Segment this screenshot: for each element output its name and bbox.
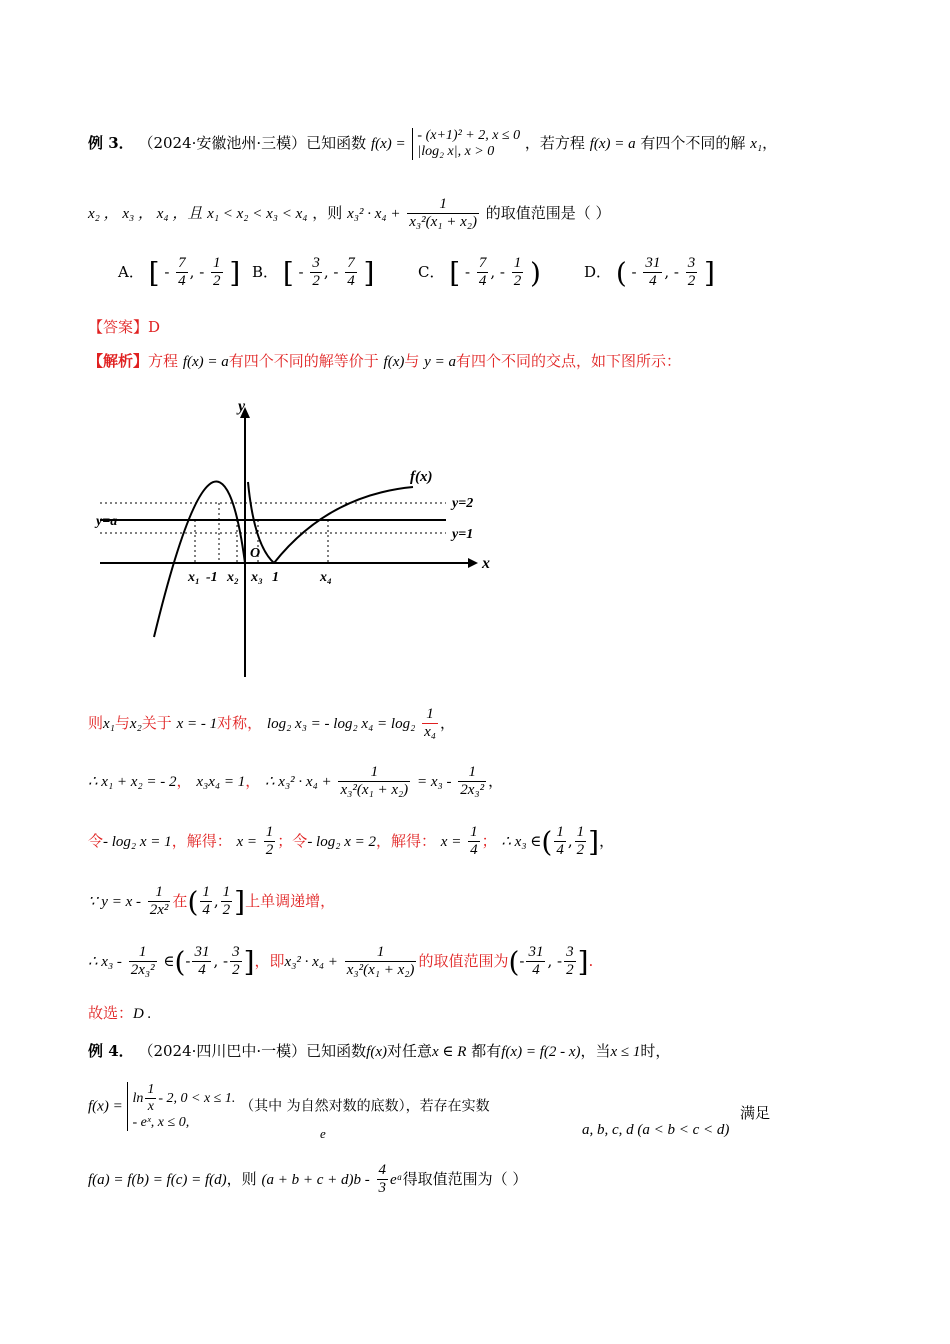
ex3-label: 例 3． xyxy=(88,134,134,152)
ex3-expr-num: 1 xyxy=(439,196,447,212)
sol3-frac-a xyxy=(554,824,566,860)
option-c-n1: 7 xyxy=(478,255,487,271)
sol4-c: 上单调递增， xyxy=(245,891,336,910)
tick-x2: x₂ xyxy=(227,570,239,585)
option-b-rb: ] xyxy=(363,256,375,290)
sol5-rb: ] xyxy=(243,945,255,979)
sol1-b: 与 xyxy=(114,713,130,732)
sol5-a: ∴ x₃ - xyxy=(88,953,122,970)
line-y1-label: y=1 xyxy=(452,527,474,542)
sol-line3 xyxy=(88,824,614,860)
sol5-m1n: 31 xyxy=(528,944,544,960)
ex3-piecewise xyxy=(412,128,520,160)
sol3-jd1: 4 xyxy=(556,842,564,859)
sol5-lb2: ( xyxy=(508,945,520,979)
sol5-end: . xyxy=(588,951,594,970)
function-graph xyxy=(88,385,508,685)
option-c-n2: 1 xyxy=(513,255,522,271)
sol3-c: ，解得： xyxy=(171,831,232,850)
ex4-expr-d: 3 xyxy=(378,1180,386,1197)
sol5-frac-b xyxy=(230,944,242,980)
analysis-y: y = a xyxy=(424,354,456,370)
option-c-lb: [ xyxy=(449,256,461,290)
option-a-d2: 2 xyxy=(213,273,221,290)
analysis-text-3: 与 xyxy=(404,352,420,370)
sol2-a: ∴ x₁ + x₂ = - 2 xyxy=(88,773,177,790)
sol3-frac-quarter xyxy=(468,824,480,860)
sol5-frac-a xyxy=(192,944,211,980)
sol2-c: x₃x₄ = 1 xyxy=(196,773,246,790)
sol2-f: = x₃ - xyxy=(416,773,452,790)
sol5-n1: 31 xyxy=(194,944,210,960)
ex3-x-list: x₂ ， x₃ ， x₄ ，且 xyxy=(88,205,203,222)
sol3-f: - log₂ x = 2 xyxy=(307,833,376,850)
analysis-label: 【解析】 xyxy=(88,352,149,370)
sol3-rb: ] xyxy=(588,825,600,859)
option-a-d1: 4 xyxy=(178,273,186,290)
sol4-frac-a xyxy=(200,884,212,920)
sol5-d1: 4 xyxy=(192,961,211,979)
curve-log-right xyxy=(274,487,413,563)
sol5-frac-expr xyxy=(345,944,417,980)
ex4-e: e xyxy=(320,1126,326,1141)
option-b[interactable]: B． [ - $\frac{3}{2}$ , - $\frac{7}{4}$ ] xyxy=(252,255,375,290)
sol4-b: 在 xyxy=(172,891,188,910)
y-axis-label: y xyxy=(238,398,246,415)
sol1-log: log₂ x₃ = - log₂ x₄ = log₂ xyxy=(266,715,416,732)
sol5-c: 的取值范围为 xyxy=(418,951,509,970)
sol3-dn: 1 xyxy=(265,824,274,840)
sol2-frac2 xyxy=(458,764,486,800)
sol1-x1: x₁ xyxy=(103,715,115,732)
sol1-frac xyxy=(422,706,438,742)
ex4-p1-d: x xyxy=(145,1098,156,1115)
sol4-frac-b xyxy=(221,884,233,920)
sol3-jd2: 2 xyxy=(576,842,585,859)
ex4-expr-tail: eᵃ xyxy=(390,1171,403,1188)
sol2-gd: 2x₃² xyxy=(460,782,485,799)
option-d-d2: 2 xyxy=(687,273,696,290)
sol-line2 xyxy=(88,764,503,800)
sol5-frac-d xyxy=(564,944,576,980)
option-d-key: D． xyxy=(584,262,612,281)
sol1-c: 关于 xyxy=(141,713,172,732)
option-d-n2: 3 xyxy=(687,255,696,271)
ex4-satisfy: 满足 xyxy=(740,1104,771,1122)
line-ya-label: y=a xyxy=(96,514,118,529)
option-b-d2: 4 xyxy=(347,273,355,290)
ex4-p1-n: 1 xyxy=(147,1082,155,1097)
tick-neg1: -1 xyxy=(206,570,218,585)
sol1-frac-d: x₄ xyxy=(424,724,436,741)
x-axis-label: x xyxy=(482,555,490,572)
sol-line4 xyxy=(88,884,335,920)
sol4-frac xyxy=(148,884,171,920)
ex4-p1-lead: ln xyxy=(132,1090,144,1106)
sol3-jn1: 1 xyxy=(556,824,564,840)
sol3-h: x = xyxy=(440,833,462,850)
sol5-comma: , - xyxy=(213,951,229,970)
ex4-eq2: f(a) = f(b) = f(c) = f(d) xyxy=(88,1171,227,1188)
curve-parabola xyxy=(154,482,245,637)
option-c-d1: 4 xyxy=(478,273,487,290)
sol5-rb2: ] xyxy=(577,945,589,979)
option-a-n1: 7 xyxy=(178,255,186,271)
sol3-j: ∴ x₃ ∈ xyxy=(501,833,542,850)
sol3-lb: ( xyxy=(541,825,553,859)
option-b-n2: 7 xyxy=(347,255,355,271)
tick-1: 1 xyxy=(272,570,279,585)
analysis-eq: f(x) = a xyxy=(182,354,229,370)
ex3-line1: 例 3． （2024·安徽池州·三模）已知函数 f(x) = - (x+1)² + 2, x ≤ 0 |log₂ x|, x > 0 ，若方程 f(x) = a 有四个不同的解 x₁， xyxy=(88,128,778,159)
sol5-m2n: 3 xyxy=(566,944,574,960)
sol5-fn: 1 xyxy=(376,944,385,960)
sol4-rb: ] xyxy=(234,885,246,919)
ex4-fx: f(x) xyxy=(366,1044,387,1060)
sol2-end: ， xyxy=(488,771,504,790)
sol3-a: 令 xyxy=(88,831,104,850)
sol5-n: 1 xyxy=(138,944,147,960)
sol1-sym: x = - 1 xyxy=(176,715,218,732)
sol4-d: 2x² xyxy=(149,902,169,919)
analysis-fx: f(x) xyxy=(383,354,405,370)
sol5-m1d: 4 xyxy=(526,961,545,979)
sol3-jn2: 1 xyxy=(576,824,585,840)
option-d-lb: ( xyxy=(615,256,627,290)
answer: 【答案】D xyxy=(88,318,161,336)
sol1-frac-n: 1 xyxy=(426,706,434,722)
ex4-p1-tail: - 2, 0 < x ≤ 1. xyxy=(158,1090,236,1106)
option-d[interactable]: D． ( - $\frac{31}{4}$ , - $\frac{3}{2}$ ] xyxy=(584,255,715,290)
line-y2-label: y=2 xyxy=(452,496,474,511)
option-a-lb: [ xyxy=(148,256,160,290)
sol3-comma: , xyxy=(567,831,573,850)
ex3-ineq: x₁ < x₂ < x₃ < x₄ xyxy=(207,205,308,222)
sol5-d2: 2 xyxy=(232,962,240,979)
ex4-piecewise xyxy=(127,1082,235,1131)
ex4-then: ，则 xyxy=(226,1169,257,1188)
option-c-key: C． xyxy=(418,262,445,281)
choose-label: 故选： xyxy=(88,1004,134,1022)
option-b-n1: 3 xyxy=(312,255,320,271)
option-c-d2: 2 xyxy=(513,273,522,290)
ex4-fdef: f(x) = xyxy=(88,1098,123,1115)
ex3-eq: f(x) = a xyxy=(589,136,636,152)
ex4-line3 xyxy=(88,1162,527,1198)
sol5-eq: ∈ xyxy=(163,951,175,970)
option-d-d1: 4 xyxy=(643,272,662,290)
ex3-piece2: |log₂ x|, x > 0 xyxy=(417,144,495,159)
ex4-eq: f(x) = f(2 - x) xyxy=(501,1044,581,1060)
sol2-fn: 1 xyxy=(370,764,379,780)
sol3-dd: 2 xyxy=(265,842,274,859)
option-a-n2: 1 xyxy=(213,255,221,271)
choose-answer: D . xyxy=(133,1006,152,1022)
sol1-a: 则 xyxy=(88,713,104,732)
option-a-rb: ] xyxy=(229,256,241,290)
ex3-then: ，则 xyxy=(312,203,343,222)
curve-label: f(x) xyxy=(410,469,433,485)
ex4-expr-n: 4 xyxy=(378,1162,386,1178)
ex4-label: 例 4． xyxy=(88,1042,134,1060)
sol3-frac-b xyxy=(575,824,587,860)
ex3-expr-frac xyxy=(407,196,479,232)
option-b-lb: [ xyxy=(282,256,294,290)
ex3-cond1: ，若方程 xyxy=(524,134,585,152)
sol3-g: ，解得： xyxy=(375,831,436,850)
analysis-text-4: 有四个不同的交点，如下图所示： xyxy=(455,352,681,370)
sol5-m2d: 2 xyxy=(566,962,574,979)
sol2-gn: 1 xyxy=(468,764,476,780)
option-d-rb: ] xyxy=(704,256,715,290)
sol1-end: ， xyxy=(439,713,455,732)
sol1-x2: x₂ xyxy=(129,715,142,732)
sol4-n1: 1 xyxy=(202,884,210,900)
sol3-i: ； xyxy=(481,831,497,850)
sol3-e: ；令 xyxy=(277,831,308,850)
ex3-tail: 的取值范围是（ ） xyxy=(485,203,611,222)
ex3-source: （2024·安徽池州·三模）已知函数 xyxy=(138,134,367,152)
sol4-n2: 1 xyxy=(222,884,231,900)
sol3-d: x = xyxy=(236,833,258,850)
sol4-comma: , xyxy=(213,891,219,910)
ex4-source: （2024·四川巴中·一模）已知函数 xyxy=(138,1042,367,1060)
ex4-note: （其中 为自然对数的底数），若存在实数 xyxy=(240,1098,490,1115)
ex4-t4: 时， xyxy=(640,1042,671,1060)
sol5-comma2: , - xyxy=(547,951,563,970)
analysis-text-2: 有四个不同的解等价于 xyxy=(228,352,379,370)
ex3-x1: x₁ xyxy=(750,136,763,152)
sol3-hn: 1 xyxy=(470,824,478,840)
ex4-vars: a, b, c, d (a < b < c < d) xyxy=(582,1122,730,1138)
ex4-line2 xyxy=(88,1082,771,1141)
ex4-t1: 对任意 xyxy=(387,1042,433,1060)
sol5-d: 2x₃² xyxy=(130,962,155,979)
option-b-key: B． xyxy=(252,262,279,281)
option-a-key: A． xyxy=(118,262,144,281)
tick-x1: x₁ xyxy=(188,570,200,585)
tick-x3: x₃ xyxy=(251,570,263,585)
sol3-frac-half xyxy=(264,824,276,860)
sol5-frac xyxy=(129,944,157,980)
sol2-fd: x₃²(x₁ + x₂) xyxy=(340,782,409,799)
ex3-cond2: 有四个不同的解 xyxy=(640,134,746,152)
analysis-line xyxy=(88,350,681,371)
ex4-t3: ，当 xyxy=(580,1042,611,1060)
sol3-hd: 4 xyxy=(470,842,478,859)
sol5-b: ，即 xyxy=(254,951,285,970)
choose-line xyxy=(88,1002,151,1023)
ex4-ask: 得取值范围为（ ） xyxy=(402,1169,528,1188)
sol1-d: 对称， xyxy=(217,713,263,732)
sol5-frac-c xyxy=(526,944,545,980)
origin-label: O xyxy=(250,546,261,561)
sol2-e: ∴ x₃² · x₄ + xyxy=(265,773,332,790)
sol2-frac1 xyxy=(338,764,410,800)
ex3-piece1: - (x+1)² + 2, x ≤ 0 xyxy=(417,128,521,143)
option-c-rb: ) xyxy=(529,256,541,290)
sol4-d1: 4 xyxy=(202,902,210,919)
sol3-end: ， xyxy=(599,831,615,850)
sol-line1 xyxy=(88,706,455,742)
ex4-cond: x ∈ R xyxy=(432,1044,467,1060)
ex4-piece1 xyxy=(132,1082,235,1115)
option-a[interactable]: A． [ - $\frac{7}{4}$ , - $\frac{1}{2}$ ] xyxy=(118,255,241,290)
ex4-expr: (a + b + c + d)b - xyxy=(261,1171,370,1188)
analysis-text-1: 方程 xyxy=(148,352,179,370)
sol4-d2: 2 xyxy=(222,902,231,919)
x-axis-arrow xyxy=(468,558,478,568)
ex4-piece2: - eˣ, x ≤ 0, xyxy=(132,1115,190,1131)
sol-line5: ∴ x₃ - $\frac{1}{\text{2x₃²}}$ ∈(- $\frac{31}{4}$ , - $\frac{3}{2}$ ]，即x₃² · x₄ + $\frac{1}{\text{x₃²(x₁ + x₂)}}$ 的取值范围为(- $\frac{31}{4}$ , - $\frac{3}{2}$ ]. xyxy=(88,944,594,979)
ex3-expr-den: x₃²(x₁ + x₂) xyxy=(409,214,477,231)
sol4-n: 1 xyxy=(155,884,163,900)
ex3-fx: f(x) = xyxy=(370,136,406,152)
sol3-b: - log₂ x = 1 xyxy=(103,833,172,850)
sol5-lb: ( xyxy=(174,945,186,979)
option-c[interactable]: C． [ - $\frac{7}{4}$ , - $\frac{1}{2}$ ) xyxy=(418,255,541,290)
ex4-cond2: x ≤ 1 xyxy=(610,1044,641,1060)
sol4-a: ∵ y = x - xyxy=(88,893,141,910)
sol5-n2: 3 xyxy=(232,944,240,960)
ex3-expr-lead: x₃² · x₄ + xyxy=(347,205,401,222)
ex4-expr-frac xyxy=(377,1162,389,1198)
sol2-b: ， xyxy=(176,771,192,790)
sol5-lead: x₃² · x₄ + xyxy=(284,953,338,970)
option-b-d1: 2 xyxy=(312,273,320,290)
tick-x4: x₄ xyxy=(320,570,332,585)
sol5-fd: x₃²(x₁ + x₂) xyxy=(346,962,415,979)
ex3-line2 xyxy=(88,196,611,232)
ex4-t2: 都有 xyxy=(471,1042,502,1060)
option-d-n1: 31 xyxy=(645,255,661,271)
sol4-lb: ( xyxy=(187,885,199,919)
ex4-line1 xyxy=(88,1040,670,1061)
sol2-d: ， xyxy=(245,771,261,790)
